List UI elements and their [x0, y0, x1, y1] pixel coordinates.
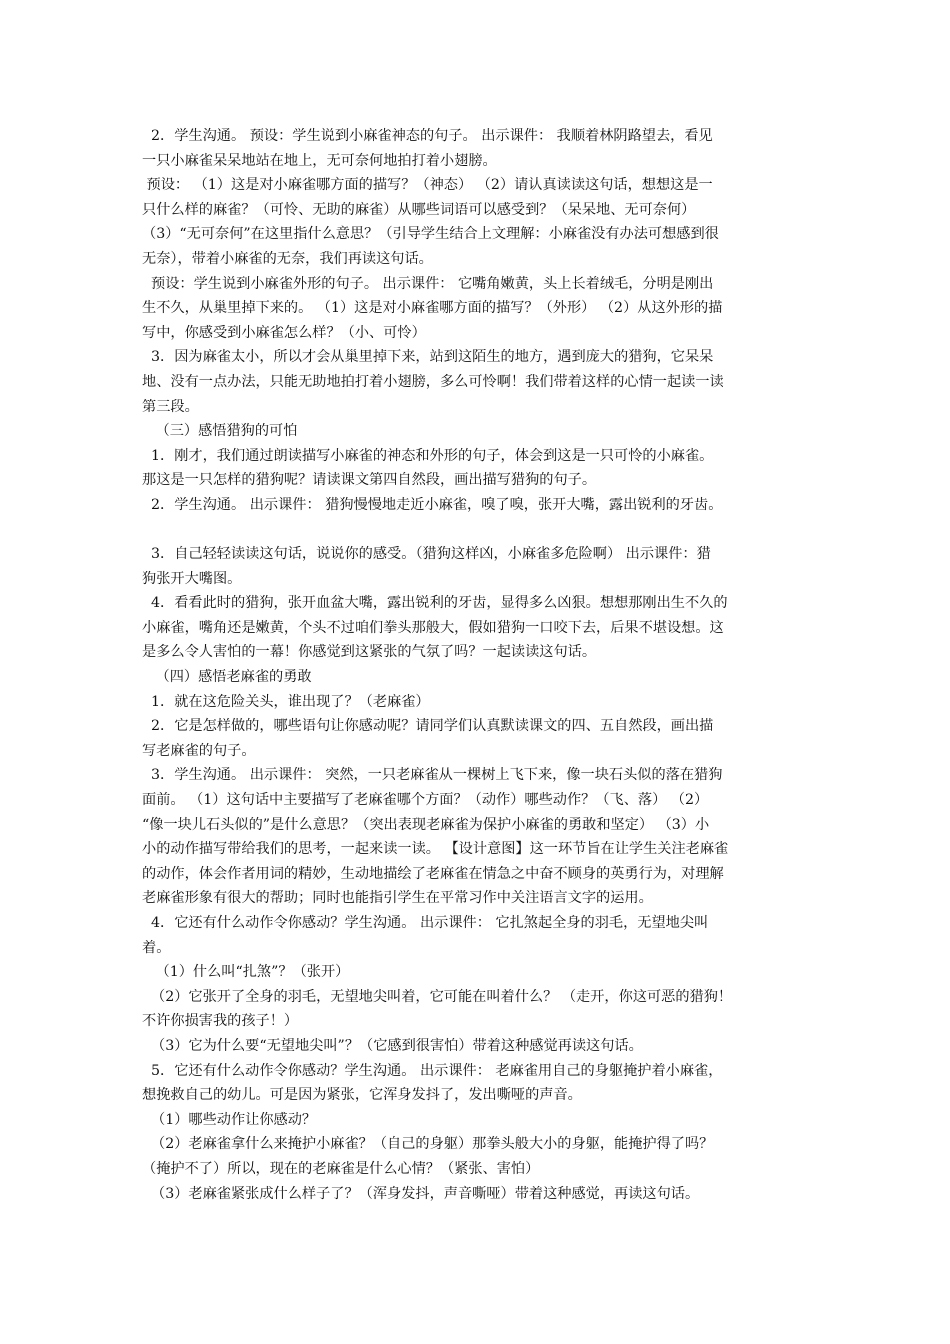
blank-line: [142, 518, 810, 543]
text-line: 是多么令人害怕的一幕！你感觉到这紧张的气氛了吗？一起读读这句话。: [142, 644, 597, 661]
text-line: 一只小麻雀呆呆地站在地上，无可奈何地拍打着小翅膀。: [142, 152, 497, 169]
text-line: 预设：学生说到小麻雀外形的句子。 出示课件： 它嘴角嫩黄，头上长着绒毛，分明是刚出: [142, 275, 714, 292]
text-line: 小麻雀，嘴角还是嫩黄，个头不过咱们拳头那般大，假如猎狗一口咬下去，后果不堪设想。这: [142, 619, 724, 636]
text-line: 老麻雀形象有很大的帮助；同时也能指引学生在平常习作中关注语言文字的运用。: [142, 890, 653, 907]
text-line: 不许你损害我的孩子！）: [142, 1013, 299, 1030]
text-line: （1）什么叫“扎煞”？（张开）: [142, 964, 350, 981]
text-line: 只什么样的麻雀？（可怜、无助的麻雀）从哪些词语可以感受到？（呆呆地、无可奈何）: [142, 201, 696, 218]
text-line: 写老麻雀的句子。: [142, 742, 256, 759]
text-line: 面前。 （1）这句话中主要描写了老麻雀哪个方面？（动作）哪些动作？（飞、落） （2）: [142, 792, 709, 809]
text-line: （2）它张开了全身的羽毛，无望地尖叫着，它可能在叫着什么？ （走开，你这可恶的猎狗！: [142, 988, 733, 1005]
text-line: （1）哪些动作让你感动？: [142, 1111, 317, 1128]
text-line: 4．它还有什么动作令你感动？学生沟通。 出示课件： 它扎煞起全身的羽毛，无望地尖叫: [142, 915, 709, 931]
text-line: 写中，你感受到小麻雀怎么样？（小、可怜）: [142, 324, 426, 341]
text-line: 4．看看此时的猎狗，张开血盆大嘴，露出锐利的牙齿，显得多么凶狠。想想那刚出生不久的: [142, 595, 728, 612]
text-line: “像一块儿石头似的”是什么意思？（突出表现老麻雀为保护小麻雀的勇敢和坚定） （3）小: [142, 816, 710, 833]
text-line: 地、没有一点办法，只能无助地拍打着小翅膀，多么可怜啊！我们带着这样的心情一起读一读: [142, 373, 724, 390]
text-line: 无奈），带着小麻雀的无奈，我们再读这句话。: [142, 250, 433, 267]
text-line: 想挽救自己的幼儿。可是因为紧张，它浑身发抖了，发出嘶哑的声音。: [142, 1087, 582, 1104]
text-line: 第三段。: [142, 398, 199, 415]
text-line: 1．刚才，我们通过朗读描写小麻雀的神态和外形的句子，体会到这是一只可怜的小麻雀。: [142, 447, 714, 464]
text-line: 生不久，从巢里掉下来的。 （1）这是对小麻雀哪方面的描写？（外形） （2）从这外形的描: [142, 300, 723, 317]
text-line: 3．因为麻雀太小，所以才会从巢里掉下来，站到这陌生的地方，遇到庞大的猎狗，它呆呆: [142, 349, 714, 366]
text-line: （四）感悟老麻雀的勇敢: [142, 669, 312, 686]
text-line: 1．就在这危险关头，谁出现了？（老麻雀）: [142, 693, 430, 710]
text-line: 5．它还有什么动作令你感动？学生沟通。 出示课件： 老麻雀用自己的身躯掩护着小麻雀，: [142, 1062, 723, 1079]
text-line: （3）老麻雀紧张成什么样子了？（浑身发抖，声音嘶哑）带着这种感觉，再读这句话。: [142, 1185, 700, 1202]
text-line: 小的动作描写带给我们的思考，一起来读一读。 【设计意图】这一环节旨在让学生关注老麻雀: [142, 841, 729, 858]
text-line: 2．学生沟通。 预设：学生说到小麻雀神态的句子。 出示课件： 我顺着林阴路望去，看见: [142, 128, 713, 144]
text-line: （3）它为什么要“无望地尖叫”？（它感到很害怕）带着这种感觉再读这句话。: [142, 1037, 643, 1054]
text-line: 3．学生沟通。 出示课件： 突然，一只老麻雀从一棵树上飞下来，像一块石头似的落在猎狗: [142, 767, 723, 784]
text-line: （三）感悟猎狗的可怕: [142, 423, 298, 440]
text-line: 2．它是怎样做的，哪些语句让你感动呢？请同学们认真默读课文的四、五自然段，画出描: [142, 718, 714, 735]
text-line: （3）“无可奈何”在这里指什么意思？（引导学生结合上文理解：小麻雀没有办法可想感到很: [142, 226, 719, 243]
text-line: 狗张开大嘴图。: [142, 570, 242, 587]
text-line: 的动作，体会作者用词的精妙，生动地描绘了老麻雀在情急之中奋不顾身的英勇行为，对理解: [142, 865, 724, 882]
text-line: 着。: [142, 939, 171, 956]
text-line: 3．自己轻轻读读这句话，说说你的感受。（猎狗这样凶，小麻雀多危险啊） 出示课件：猎: [142, 546, 711, 563]
text-line: （2）老麻雀拿什么来掩护小麻雀？（自己的身躯）那拳头般大小的身躯，能掩护得了吗？: [142, 1136, 714, 1153]
text-line: 预设： （1）这是对小麻雀哪方面的描写？（神态） （2）请认真读读这句话，想想这是一: [142, 177, 713, 194]
text-line: （掩护不了）所以，现在的老麻雀是什么心情？（紧张、害怕）: [142, 1160, 540, 1177]
document-page: [142, 124, 810, 1206]
text-line: 2．学生沟通。 出示课件： 猎狗慢慢地走近小麻雀，嗅了嗅，张开大嘴，露出锐利的牙齿。: [142, 496, 723, 513]
text-line: 那这是一只怎样的猎狗呢？请读课文第四自然段，画出描写猎狗的句子。: [142, 472, 597, 489]
